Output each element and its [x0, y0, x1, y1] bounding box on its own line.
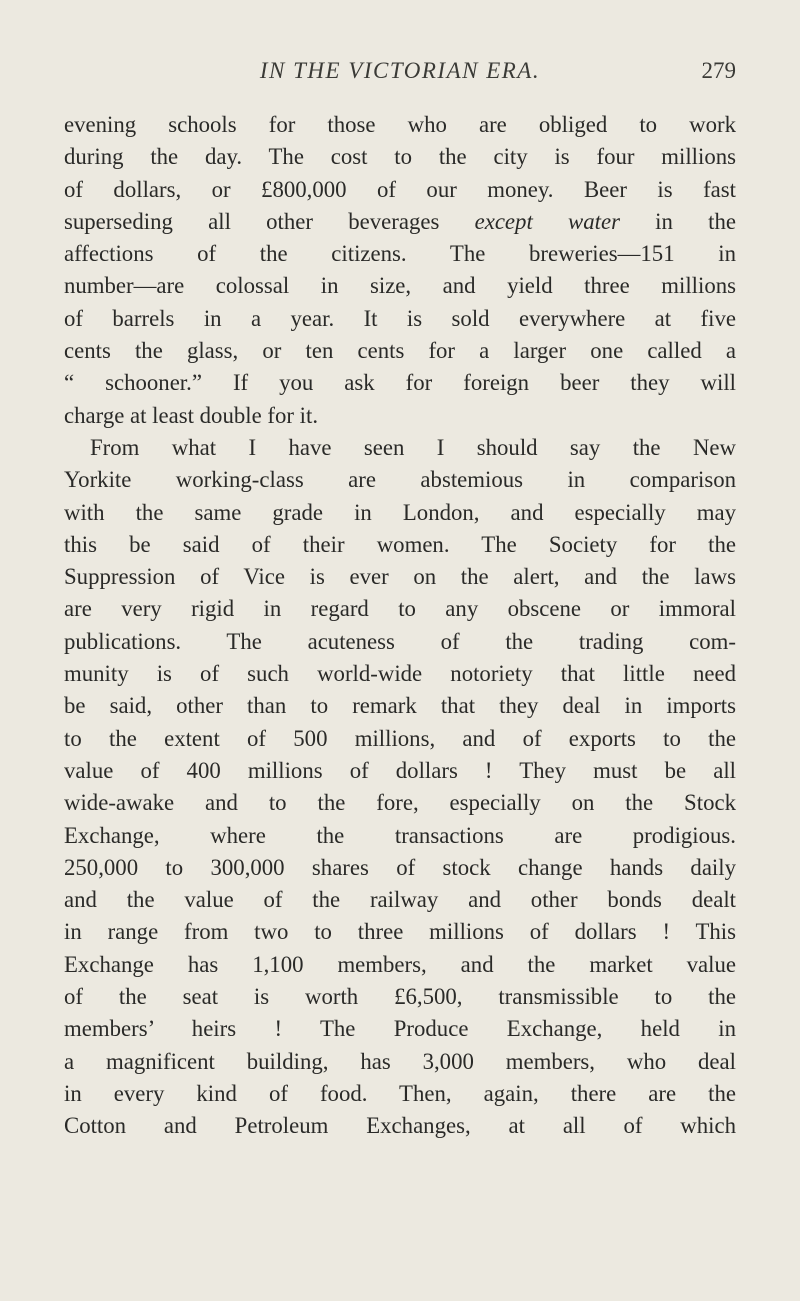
- text-line: Exchange has 1,100 members, and the market value: [64, 951, 736, 977]
- text-line: superseding all other beverages except water in the: [64, 208, 736, 234]
- text-line: in every kind of food. Then, again, there are the: [64, 1080, 736, 1106]
- body-text: [64, 109, 736, 1143]
- page-number: 279: [701, 58, 736, 83]
- text-line: 250,000 to 300,000 shares of stock change hands daily: [64, 854, 736, 880]
- text-line: affections of the citizens. The breweries—151 in: [64, 241, 736, 267]
- text-line: are very rigid in regard to any obscene or immoral: [64, 596, 736, 622]
- text-line: Cotton and Petroleum Exchanges, at all of which: [64, 1113, 736, 1139]
- text-line: during the day. The cost to the city is four millions: [64, 144, 736, 170]
- text-line: evening schools for those who are obliged to work: [64, 112, 736, 137]
- text-line: with the same grade in London, and especially may: [64, 499, 736, 525]
- text-line: “ schooner.” If you ask for foreign beer they will: [64, 370, 736, 396]
- text-line: value of 400 millions of dollars ! They must be all: [64, 757, 736, 783]
- text-line: munity is of such world-wide notoriety that little need: [64, 661, 736, 687]
- text-line: Yorkite working-class are abstemious in comparison: [64, 467, 736, 493]
- text-line: of barrels in a year. It is sold everywhere at five: [64, 305, 736, 331]
- text-line: of the seat is worth £6,500, transmissible to the: [64, 984, 736, 1010]
- text-line: this be said of their women. The Society for the: [64, 531, 736, 557]
- text-line: Suppression of Vice is ever on the alert, and the laws: [64, 564, 736, 590]
- italic-emphasis: except water: [474, 208, 620, 234]
- text-line: in range from two to three millions of dollars ! This: [64, 919, 736, 945]
- text-line: to the extent of 500 millions, and of exports to the: [64, 725, 736, 751]
- text-line: cents the glass, or ten cents for a larger one called a: [64, 338, 736, 364]
- text-line: number—are colossal in size, and yield three millions: [64, 273, 736, 299]
- text-line: Exchange, where the transactions are prodigious.: [64, 822, 736, 848]
- text-line: of dollars, or £800,000 of our money. Beer is fast: [64, 176, 736, 202]
- text-line: and the value of the railway and other bonds dealt: [64, 887, 736, 913]
- running-title: IN THE VICTORIAN ERA.: [259, 58, 541, 83]
- text-line: wide-awake and to the fore, especially on the Stock: [64, 790, 736, 816]
- running-head: [64, 58, 736, 88]
- text-line: publications. The acuteness of the trading com-: [64, 628, 736, 654]
- text-line: charge at least double for it.: [64, 402, 319, 428]
- text-line: a magnificent building, has 3,000 members, who deal: [64, 1048, 736, 1074]
- text-line: be said, other than to remark that they deal in imports: [64, 693, 736, 719]
- text-line: members’ heirs ! The Produce Exchange, held in: [64, 1016, 736, 1042]
- text-line: From what I have seen I should say the New: [90, 434, 736, 460]
